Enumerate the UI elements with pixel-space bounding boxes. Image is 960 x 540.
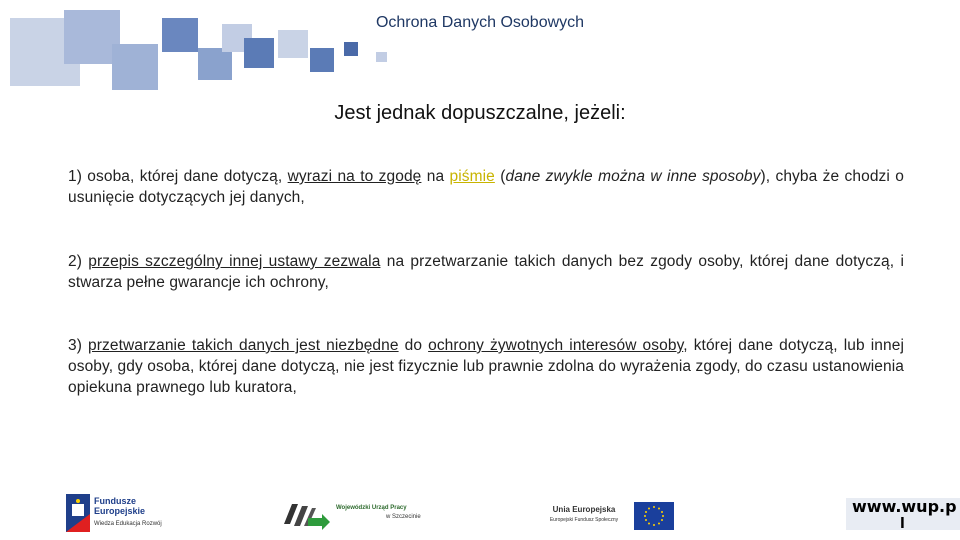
p1-highlight: piśmie	[449, 168, 495, 185]
ue-line2: Europejski Fundusz Społeczny	[549, 517, 619, 523]
website-url-tail: l	[900, 516, 905, 532]
decor-square	[244, 38, 274, 68]
eu-flag-icon	[634, 502, 674, 530]
page-title: Ochrona Danych Osobowych	[375, 14, 585, 31]
fe-line1: Fundusze	[94, 496, 136, 506]
wup-line2: w Szczecinie	[386, 514, 421, 520]
fundusze-europejskie-logo	[66, 494, 176, 532]
fe-line3: Wiedza Edukacja Rozwój	[94, 521, 162, 527]
p3-text: 3)	[68, 337, 89, 354]
fe-line2: Europejskie	[94, 506, 146, 516]
slide-subtitle: Jest jednak dopuszczalne, jeżeli:	[334, 102, 626, 124]
p2-text: 2)	[68, 253, 89, 270]
wup-emblem-icon	[282, 500, 330, 530]
decor-square	[278, 30, 308, 58]
decor-square	[344, 42, 358, 56]
website-url: www.wup.p	[852, 497, 957, 516]
p2-underlined: przepis szczególny innej ustawy zezwala	[88, 253, 381, 270]
condition-paragraph-2	[68, 251, 904, 293]
decor-square	[310, 48, 334, 72]
p1-text: (	[494, 168, 506, 185]
p3-text: , której dane dotyczą, lub innej osoby, gdy osoba, której dane dotyczą, nie jest fizycznie lub prawnie zdolna do wyrażenia zgody, do czasu ustanowienia opiekuna prawnego lub kuratora,	[68, 337, 904, 396]
condition-paragraph-1	[68, 166, 904, 208]
p3-underlined: przetwarzanie takich danych jest niezbędne	[88, 337, 399, 354]
p1-text: 1) osoba, której dane dotyczą,	[68, 168, 288, 185]
wup-line1: Wojewódzki Urząd Pracy	[336, 505, 407, 511]
p1-text: na	[421, 168, 450, 185]
p3-underlined: ochrony żywotnych interesów osoby	[428, 337, 684, 354]
p3-text: do	[398, 337, 429, 354]
p2-text: na przetwarzanie takich danych bez zgody osoby, której dane dotyczą, i stwarza pełne gwarancje ich ochrony,	[68, 253, 904, 291]
wup-szczecin-logo	[282, 500, 432, 530]
p1-underlined: wyrazi na to zgodę	[287, 168, 422, 185]
unia-europejska-logo	[538, 500, 678, 532]
condition-paragraph-3	[68, 335, 904, 398]
fe-emblem-icon	[66, 494, 90, 532]
decor-square	[162, 18, 198, 52]
decor-square	[112, 44, 158, 90]
p1-italic: dane zwykle można w inne sposoby	[505, 168, 761, 185]
decor-square	[198, 48, 232, 80]
p1-text: ), chyba że chodzi o usunięcie dotyczących jej danych,	[68, 168, 904, 206]
ue-line1: Unia Europejska	[552, 505, 616, 514]
decor-square	[376, 52, 387, 62]
